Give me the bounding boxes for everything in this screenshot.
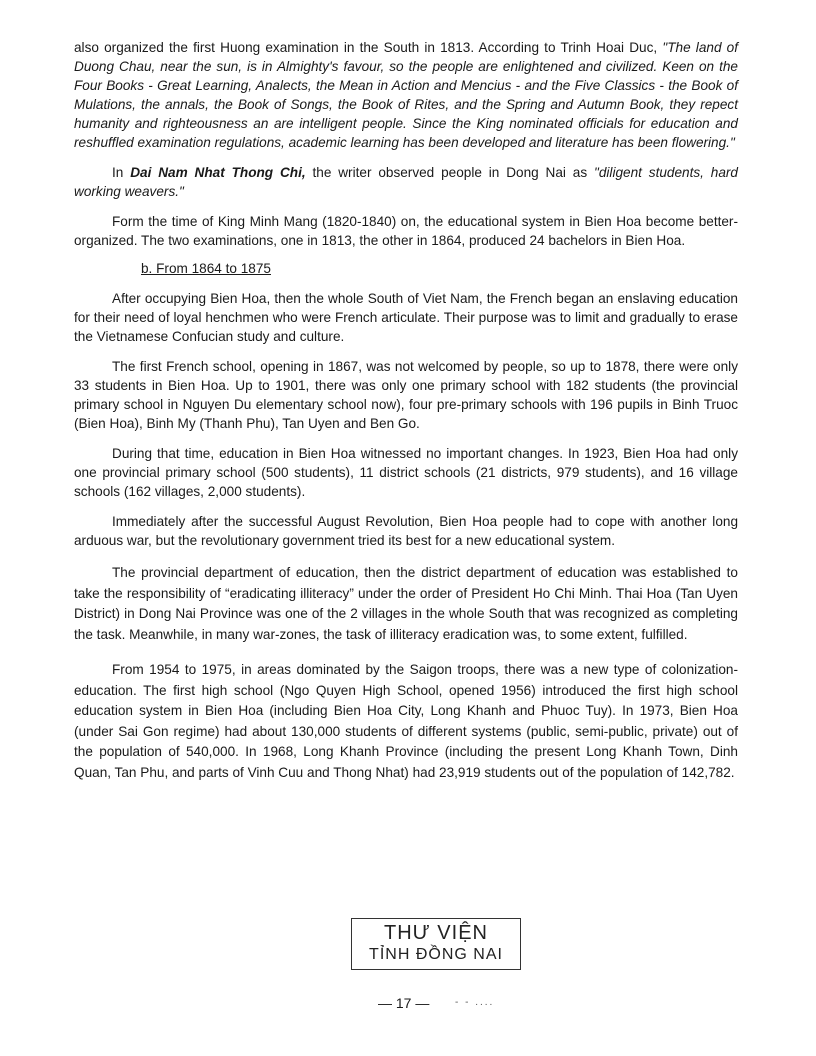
paragraph-7: Immediately after the successful August Revolution, Bien Hoa people had to cope with another long arduous war, but the revolutionary government tried its best for a new educational system. [74, 514, 738, 548]
stamp-line-1: THƯ VIỆN [384, 922, 488, 944]
document-page [74, 38, 738, 783]
paragraph-1-text: also organized the first Huong examination in the South in 1813. According to Trinh Hoai Duc, [74, 40, 658, 55]
paragraph-5: The first French school, opening in 1867, was not welcomed by people, so up to 1878, there were only 33 students in Bien Hoa. Up to 1901, there was only one primary school with 182 students (the provincial primary school in Nguyen Du elementary school now), four pre-primary schools with 196 pupils in Binh Truoc (Bien Hoa), Binh My (Thanh Phu), Tan Uyen and Ben Go. [74, 359, 738, 431]
paragraph-2-pre: In [112, 165, 131, 180]
trinh-hoai-duc-quote: "The land of Duong Chau, near the sun, is in Almighty's favour, so the people are enlightened and civilized. Keen on the Four Books - Great Learning, Analects, the Mean in Action and Mencius - and the Five Classics - the Book of Mulations, the annals, the Book of Songs, the Book of Rites, and the Spring and Autumn Book, they repect humanity and righteousness an are intelligent people. Since the King nominated officials for education and reshuffled examination regulations, academic learning has been developed and literature has been flowering." [74, 40, 739, 150]
paragraph-6: During that time, education in Bien Hoa witnessed no important changes. In 1923, Bien Hoa had only one provincial primary school (500 students), 11 district schools (21 districts, 979 students), and 16 village schools (162 villages, 2,000 students). [74, 446, 738, 499]
footer-dots: - - .... [455, 997, 495, 1008]
paragraph-3: Form the time of King Minh Mang (1820-1840) on, the educational system in Bien Hoa become better-organized. The two examinations, one in 1813, the other in 1864, produced 24 bachelors in Bien Hoa. [74, 214, 738, 248]
paragraph-2 [74, 163, 738, 201]
paragraph-9: From 1954 to 1975, in areas dominated by the Saigon troops, there was a new type of colonization-education. The first high school (Ngo Quyen High School, opened 1956) introduced the first high school education system in Bien Hoa (including Bien Hoa City, Long Khanh and Phuoc Tuy). In 1973, Bien Hoa (under Sai Gon regime) had about 130,000 students of different systems (public, semi-public, private) out of the population of 540,000. In 1968, Long Khanh Province (including the present Long Khanh Town, Dinh Quan, Tan Phu, and parts of Vinh Cuu and Thong Nhat) had 23,919 students out of the population of 142,782. [74, 662, 738, 780]
stamp-line-2: TỈNH ĐỒNG NAI [369, 946, 503, 963]
paragraph-4: After occupying Bien Hoa, then the whole South of Viet Nam, the French began an enslaving education for their need of loyal henchmen who were French articulate. Their purpose was to limit and gradually to erase the Vietnamese Confucian study and culture. [74, 291, 738, 344]
paragraph-2-mid: the writer observed people in Dong Nai as [305, 165, 595, 180]
library-stamp [351, 918, 521, 970]
page-number: — 17 — [378, 995, 430, 1011]
paragraph-2-quote: "diligent students, hard working weavers." [74, 165, 738, 199]
section-heading-b: b. From 1864 to 1875 [141, 261, 271, 276]
paragraph-1 [74, 38, 738, 152]
paragraph-8: The provincial department of education, then the district department of education was established to take the responsibility of “eradicating illiteracy” under the order of President Ho Chi Minh. Thai Hoa (Tan Uyen District) in Dong Nai Province was one of the 2 villages in the whole South that was recognized as completing the task. Meanwhile, in many war-zones, the task of illiteracy eradication was, to some extent, fulfilled. [74, 565, 738, 642]
book-title: Dai Nam Nhat Thong Chi, [130, 165, 306, 180]
